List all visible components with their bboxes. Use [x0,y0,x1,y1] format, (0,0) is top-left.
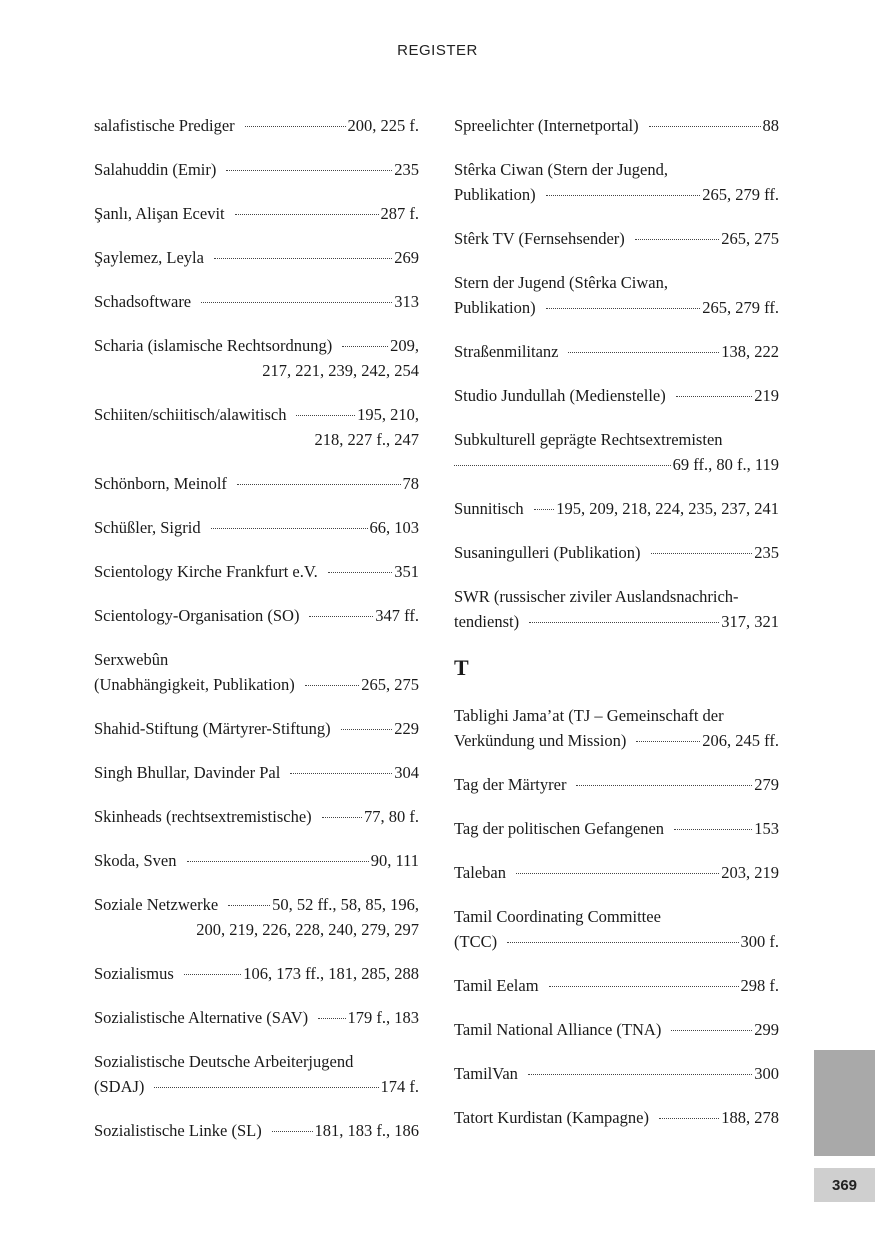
dot-leader [201,302,392,303]
entry-line [94,515,419,540]
dot-leader [676,396,753,397]
dot-leader [549,986,739,987]
index-entry [94,289,419,314]
index-entry [94,1049,419,1099]
index-entry [454,816,779,841]
entry-pages: 235 [754,543,779,562]
entry-term: Tamil National Alliance (TNA) [454,1020,662,1039]
entry-pages: 203, 219 [721,863,779,882]
entry-line [94,559,419,584]
dot-leader [154,1087,378,1088]
entry-line [94,333,419,358]
entry-line [94,113,419,138]
entry-pages-continued: 200, 219, 226, 228, 240, 279, 297 [196,920,419,939]
entry-pages: 174 f. [380,1077,419,1096]
entry-term-first-line: Sozialistische Deutsche Arbeiterjugend [94,1052,354,1071]
entry-term: Susaningulleri (Publikation) [454,543,641,562]
dot-leader [516,873,719,874]
index-entry [454,540,779,565]
entry-line [94,961,419,986]
entry-pages: 179 f., 183 [347,1008,419,1027]
entry-line [454,1017,779,1042]
entry-term: Tamil Eelam [454,976,539,995]
index-entry [454,157,779,207]
entry-term: Soziale Netzwerke [94,895,219,914]
entry-pages: 200, 225 f. [347,116,419,135]
entry-term: Salahuddin (Emir) [94,160,217,179]
entry-term: Scientology-Organisation (SO) [94,606,300,625]
index-entry [94,1005,419,1030]
entry-term: (TCC) [454,932,498,951]
index-entry [454,772,779,797]
entry-pages: 287 f. [380,204,419,223]
entry-term-first-line: Tamil Coordinating Committee [454,907,661,926]
entry-term-first-line: Stêrka Ciwan (Stern der Jugend, [454,160,668,179]
dot-leader [226,170,392,171]
dot-leader [651,553,753,554]
entry-term: Schüßler, Sigrid [94,518,201,537]
entry-pages: 50, 52 ff., 58, 85, 196, [272,895,419,914]
index-entry [94,402,419,452]
entry-line [94,760,419,785]
dot-leader [290,773,392,774]
dot-leader [237,484,401,485]
entry-line [454,182,779,207]
entry-line [454,383,779,408]
entry-pages: 106, 173 ff., 181, 285, 288 [243,964,419,983]
entry-line [94,892,419,917]
index-entry [94,716,419,741]
entry-line [454,226,779,251]
index-column-left [94,113,419,1162]
index-column-right [454,113,779,1149]
entry-term: Spreelichter (Internetportal) [454,116,639,135]
dot-leader [659,1118,719,1119]
entry-line [94,603,419,628]
entry-pages: 88 [762,116,779,135]
entry-pages: 219 [754,386,779,405]
index-entry [94,848,419,873]
entry-term: Tag der politischen Gefangenen [454,819,665,838]
entry-line [454,540,779,565]
dot-leader [305,685,360,686]
entry-pages: 265, 279 ff. [702,185,779,204]
entry-pages: 269 [394,248,419,267]
index-entry [454,383,779,408]
entry-line [94,245,419,270]
entry-pages: 78 [402,474,419,493]
entry-pages: 66, 103 [369,518,419,537]
entry-line [94,471,419,496]
entry-line [94,716,419,741]
entry-term-first-line: Stern der Jugend (Stêrka Ciwan, [454,273,668,292]
entry-line [454,1061,779,1086]
dot-leader [187,861,369,862]
entry-pages-continued: 218, 227 f., 247 [314,430,419,449]
index-entry [94,245,419,270]
dot-leader [534,509,555,510]
entry-line [454,496,779,521]
index-entry [454,860,779,885]
entry-term: Şanlı, Alişan Ecevit [94,204,225,223]
entry-term: Straßenmilitanz [454,342,559,361]
entry-line [94,289,419,314]
dot-leader [635,239,719,240]
index-section-t [454,703,779,1130]
entry-term: Sozialistische Alternative (SAV) [94,1008,309,1027]
entry-line [94,804,419,829]
index-entry [94,1118,419,1143]
dot-leader [322,817,362,818]
entry-line [454,113,779,138]
entry-pages: 229 [394,719,419,738]
index-entry [454,973,779,998]
index-entry [454,584,779,634]
dot-leader [454,465,671,466]
entry-line [94,1074,419,1099]
index-entry [94,647,419,697]
index-entry [94,892,419,942]
dot-leader [341,729,393,730]
entry-pages: 347 ff. [375,606,419,625]
entry-term: Scharia (islamische Rechtsordnung) [94,336,333,355]
index-entry [454,226,779,251]
entry-pages: 317, 321 [721,612,779,631]
entry-line [454,728,779,753]
entry-term: Schönborn, Meinolf [94,474,227,493]
entry-line [94,402,419,427]
index-entry [94,760,419,785]
entry-line [454,339,779,364]
dot-leader [235,214,379,215]
index-entry [454,427,779,477]
entry-pages: 298 f. [740,976,779,995]
index-entry [454,1017,779,1042]
dot-leader [328,572,392,573]
entry-line [94,1118,419,1143]
entry-term: (Unabhängigkeit, Publikation) [94,675,295,694]
index-section-s-continued [454,113,779,634]
dot-leader [184,974,242,975]
dot-leader [546,308,701,309]
index-entry [94,804,419,829]
index-entry [454,904,779,954]
entry-pages: 265, 279 ff. [702,298,779,317]
dot-leader [568,352,719,353]
dot-leader [342,346,388,347]
dot-leader [671,1030,752,1031]
entry-term: Publikation) [454,298,536,317]
entry-pages: 209, [390,336,419,355]
entry-line [94,201,419,226]
entry-term: (SDAJ) [94,1077,145,1096]
entry-term: Sozialistische Linke (SL) [94,1121,262,1140]
index-entry [454,339,779,364]
index-entry [454,1061,779,1086]
entry-term: Sozialismus [94,964,174,983]
dot-leader [318,1018,345,1019]
entry-term: tendienst) [454,612,520,631]
entry-pages: 77, 80 f. [364,807,419,826]
dot-leader [636,741,700,742]
dot-leader [529,622,719,623]
entry-line [94,672,419,697]
thumb-index-tab [814,1050,875,1156]
dot-leader [507,942,738,943]
dot-leader [576,785,752,786]
entry-term: Shahid-Stiftung (Märtyrer-Stiftung) [94,719,331,738]
entry-term: Scientology Kirche Frankfurt e.V. [94,562,318,581]
entry-pages: 181, 183 f., 186 [314,1121,419,1140]
dot-leader [272,1131,313,1132]
entry-pages: 304 [394,763,419,782]
index-entry [94,471,419,496]
entry-line [94,848,419,873]
entry-line [94,1005,419,1030]
entry-line [454,295,779,320]
entry-pages: 235 [394,160,419,179]
entry-term: Verkündung und Mission) [454,731,627,750]
entry-pages: 153 [754,819,779,838]
entry-line [454,973,779,998]
dot-leader [649,126,761,127]
entry-pages: 351 [394,562,419,581]
entry-pages: 300 [754,1064,779,1083]
dot-leader [245,126,346,127]
entry-pages: 265, 275 [721,229,779,248]
entry-pages: 138, 222 [721,342,779,361]
entry-term: salafistische Prediger [94,116,235,135]
index-entry [94,113,419,138]
entry-pages-continued: 217, 221, 239, 242, 254 [262,361,419,380]
entry-term: Stêrk TV (Fernsehsender) [454,229,625,248]
entry-line [454,772,779,797]
dot-leader [211,528,368,529]
entry-line [454,609,779,634]
page-number: 369 [814,1168,875,1202]
dot-leader [214,258,392,259]
index-entry [94,961,419,986]
entry-pages: 299 [754,1020,779,1039]
entry-pages: 195, 209, 218, 224, 235, 237, 241 [556,499,779,518]
entry-term: Studio Jundullah (Medienstelle) [454,386,666,405]
entry-term-first-line: Tablighi Jama’at (TJ – Gemeinschaft der [454,706,724,725]
dot-leader [674,829,752,830]
entry-pages: 90, 111 [370,851,419,870]
entry-line [454,860,779,885]
entry-line [454,816,779,841]
index-entry [94,515,419,540]
index-entry [94,603,419,628]
index-entry [94,333,419,383]
entry-term: Skoda, Sven [94,851,177,870]
entry-pages: 206, 245 ff. [702,731,779,750]
entry-term-first-line: Subkulturell geprägte Rechtsextremisten [454,430,723,449]
entry-term: Publikation) [454,185,536,204]
entry-line [94,157,419,182]
index-entry [454,703,779,753]
entry-term: TamilVan [454,1064,518,1083]
entry-term-first-line: Serxwebûn [94,650,169,669]
entry-pages: 265, 275 [361,675,419,694]
entry-term: Tatort Kurdistan (Kampagne) [454,1108,649,1127]
entry-term: Skinheads (rechtsextremistische) [94,807,312,826]
entry-line [454,1105,779,1130]
entry-line [454,452,779,477]
index-entry [94,157,419,182]
index-entry [454,113,779,138]
entry-pages: 69 ff., 80 f., 119 [672,455,779,474]
entry-term: Schiiten/schiitisch/alawitisch [94,405,287,424]
entry-term: Şaylemez, Leyla [94,248,204,267]
dot-leader [228,905,270,906]
entry-pages: 195, 210, [357,405,419,424]
entry-line [454,929,779,954]
entry-term: Sunnitisch [454,499,524,518]
dot-leader [296,415,355,416]
dot-leader [528,1074,752,1075]
index-entry [454,270,779,320]
index-entry [94,559,419,584]
entry-pages: 188, 278 [721,1108,779,1127]
entry-term-first-line: SWR (russischer ziviler Auslandsnachrich- [454,587,739,606]
dot-leader [546,195,701,196]
entry-pages: 313 [394,292,419,311]
index-entry [454,1105,779,1130]
index-entry [94,201,419,226]
entry-term: Tag der Märtyrer [454,775,567,794]
section-letter: T [454,655,469,680]
running-head: REGISTER [397,42,478,59]
index-entry [454,496,779,521]
entry-pages: 279 [754,775,779,794]
dot-leader [309,616,373,617]
entry-pages: 300 f. [740,932,779,951]
entry-term: Taleban [454,863,506,882]
entry-term: Schadsoftware [94,292,192,311]
entry-term: Singh Bhullar, Davinder Pal [94,763,281,782]
